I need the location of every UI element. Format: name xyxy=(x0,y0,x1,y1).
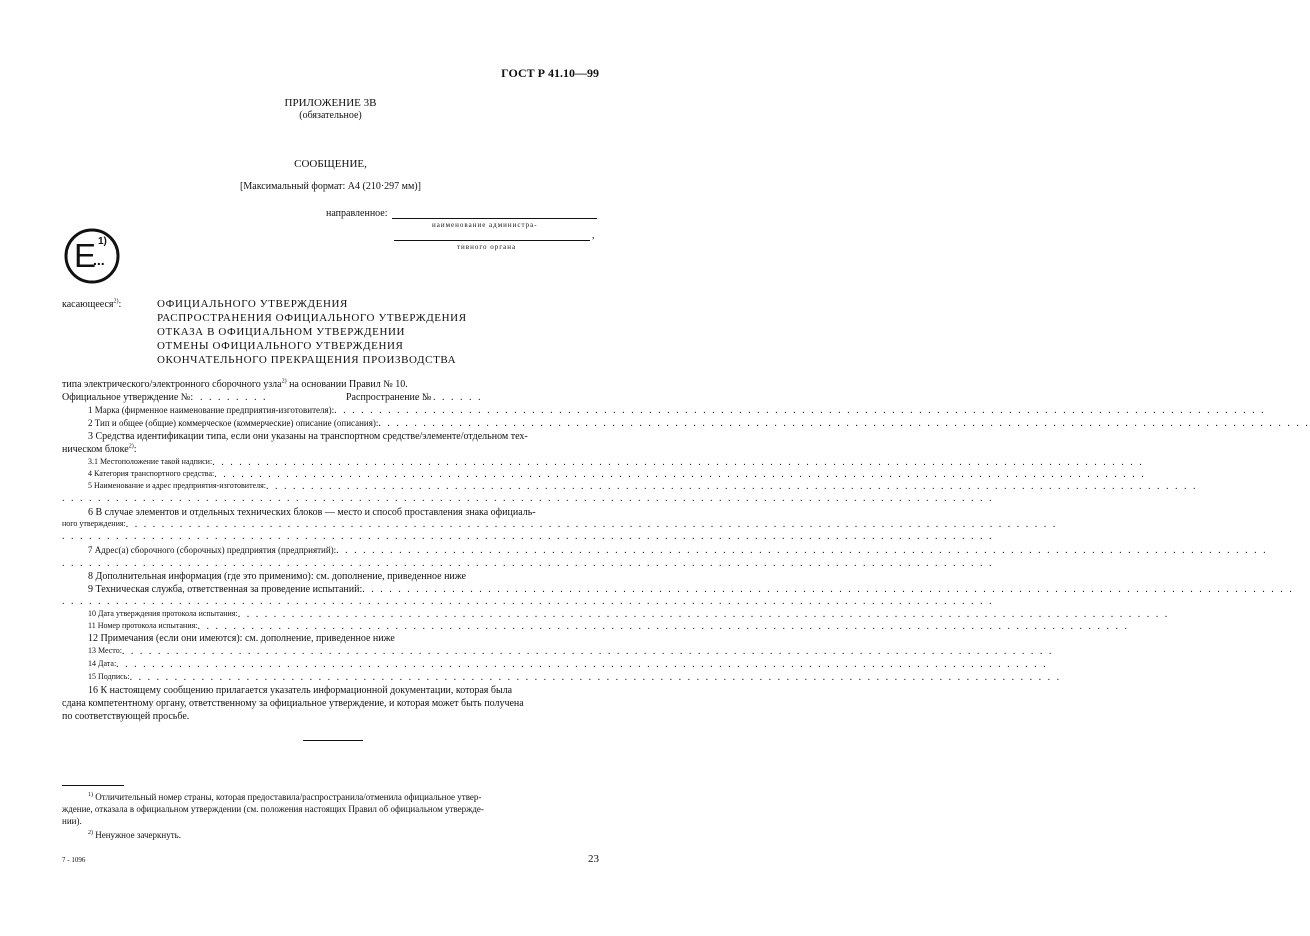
sent-by-caption-2: тивного органа xyxy=(457,243,517,251)
item-3-1-label: 3.1 Местоположение такой надписи: xyxy=(88,457,213,466)
item-3-1 xyxy=(62,457,1144,469)
item-4 xyxy=(62,469,1146,481)
item-10 xyxy=(62,609,1170,621)
concerning-option-3: ОТКАЗА В ОФИЦИАЛЬНОМ УТВЕРЖДЕНИИ xyxy=(157,326,406,338)
concerning-footnote-mark: 2) xyxy=(113,298,119,305)
item-13 xyxy=(62,646,1054,658)
item-14-dots: . . . . . . . . . . . . . . . . . . . . . . . . . . . . . . . . . . . . . . . . . . . . . . . . . . . . . . . . . . . . . . . . . . . . . . . . . . . . . . . . . . . . . . . . . . . . . . . . . . . . . . . . xyxy=(116,659,1048,670)
sent-by-comma: , xyxy=(592,230,595,241)
item-2-label: 2 Тип и общее (общие) коммерческое (коммерческие) описание (описания): xyxy=(88,418,379,428)
message-format: [Максимальный формат: А4 (210·297 мм)] xyxy=(240,181,421,192)
document-code: ГОСТ Р 41.10—99 xyxy=(501,66,599,80)
item-1 xyxy=(62,405,1266,417)
footnote-divider xyxy=(62,785,124,786)
footnote-1-line-2: ждение, отказала в официальном утверждении (см. положения настоящих Правил об официальном утвержде- xyxy=(62,804,484,814)
appendix-title: ПРИЛОЖЕНИЕ 3В xyxy=(284,97,377,109)
extension-number-dots: . . . . . . . . xyxy=(415,392,483,403)
page-number: 23 xyxy=(588,853,599,865)
emark-dots: ... xyxy=(93,252,105,268)
sent-by-caption-1: наименование администра- xyxy=(432,221,538,229)
type-line-post: на основании Правил № 10. xyxy=(286,379,408,390)
concerning-label xyxy=(62,299,121,311)
item-7-continuation-dots: . . . . . . . . . . . . . . . . . . . . . . . . . . . . . . . . . . . . . . . . . . . . . . . . . . . . . . . . . . . . . . . . . . . . . . . . . . . . . . . . . . . . . . . . . . . . . . . . . . . . . . . . xyxy=(62,558,994,569)
item-5-dots: . . . . . . . . . . . . . . . . . . . . . . . . . . . . . . . . . . . . . . . . . . . . . . . . . . . . . . . . . . . . . . . . . . . . . . . . . . . . . . . . . . . . . . . . . . . . . . . . . . . . . . . . xyxy=(266,481,1198,492)
sent-by-label: направленное: xyxy=(326,208,388,219)
type-line-text: типа электрического/электронного сборочного узла xyxy=(62,379,282,390)
sent-by-line xyxy=(392,218,597,219)
type-line xyxy=(62,379,408,391)
item-11-label: 11 Номер протокола испытания: xyxy=(88,621,198,630)
item-3-line-1: 3 Средства идентификации типа, если они указаны на транспортном средстве/элементе/отдельном тех- xyxy=(88,431,528,442)
item-3-mark: 2) xyxy=(128,443,134,450)
item-9 xyxy=(62,584,1294,596)
sent-by-line-2 xyxy=(394,240,590,241)
item-7 xyxy=(62,545,1268,557)
item-9-dots: . . . . . . . . . . . . . . . . . . . . . . . . . . . . . . . . . . . . . . . . . . . . . . . . . . . . . . . . . . . . . . . . . . . . . . . . . . . . . . . . . . . . . . . . . . . . . . . . . . . . . . . . xyxy=(362,584,1294,595)
item-16-line-1: 16 К настоящему сообщению прилагается указатель информационной документации, которая была xyxy=(88,685,513,696)
approval-number-label: Официальное утверждение №: xyxy=(62,392,194,403)
item-14-label: 14 Дата: xyxy=(88,659,117,668)
item-1-label: 1 Марка (фирменное наименование предприятия-изготовителя): xyxy=(88,405,335,415)
concerning-option-4: ОТМЕНЫ ОФИЦИАЛЬНОГО УТВЕРЖДЕНИЯ xyxy=(157,340,404,352)
extension-number-label: Распространение № xyxy=(346,392,432,403)
item-5 xyxy=(62,481,1198,493)
item-9-continuation-dots: . . . . . . . . . . . . . . . . . . . . . . . . . . . . . . . . . . . . . . . . . . . . . . . . . . . . . . . . . . . . . . . . . . . . . . . . . . . . . . . . . . . . . . . . . . . . . . . . . . . . . . . . xyxy=(62,596,994,607)
item-4-dots: . . . . . . . . . . . . . . . . . . . . . . . . . . . . . . . . . . . . . . . . . . . . . . . . . . . . . . . . . . . . . . . . . . . . . . . . . . . . . . . . . . . . . . . . . . . . . . . . . . . . . . . . xyxy=(214,469,1146,480)
item-11 xyxy=(62,621,1130,633)
concerning-option-1: ОФИЦИАЛЬНОГО УТВЕРЖДЕНИЯ xyxy=(157,298,348,310)
item-16-line-2: сдана компетентному органу, ответственному за официальное утверждение, и которая может быть получена xyxy=(62,698,524,709)
item-2 xyxy=(62,418,1310,430)
item-7-label: 7 Адрес(а) сборочного (сборочных) предприятия (предприятий): xyxy=(88,545,337,555)
item-15 xyxy=(62,672,1062,684)
item-3-text: ническом блоке xyxy=(62,444,129,455)
item-16-line-3: по соответствующей просьбе. xyxy=(62,711,190,722)
approval-e-mark xyxy=(64,228,120,284)
message-title: СООБЩЕНИЕ, xyxy=(294,158,367,170)
footnote-1-text: Отличительный номер страны, которая предоставила/распространила/отменила официальное утвер- xyxy=(95,792,482,802)
item-9-label: 9 Техническая служба, ответственная за проведение испытаний: xyxy=(88,584,363,595)
section-divider xyxy=(303,740,363,741)
approval-number-dots: . . . . . . . . xyxy=(200,392,268,403)
concerning-colon: : xyxy=(118,299,122,310)
item-12: 12 Примечания (если они имеются): см. дополнение, приведенное ниже xyxy=(88,633,395,644)
footnote-1-line-1 xyxy=(88,792,481,803)
item-13-label: 13 Место: xyxy=(88,646,122,655)
item-4-label: 4 Категория транспортного средства: xyxy=(88,469,215,478)
item-5-continuation-dots: . . . . . . . . . . . . . . . . . . . . . . . . . . . . . . . . . . . . . . . . . . . . . . . . . . . . . . . . . . . . . . . . . . . . . . . . . . . . . . . . . . . . . . . . . . . . . . . . . . . . . . . . xyxy=(62,493,994,504)
item-6-label: ного утверждения: xyxy=(62,519,126,528)
footnote-1-mark: 1) xyxy=(88,792,93,798)
footnote-2-mark: 2) xyxy=(88,830,93,836)
appendix-status: (обязательное) xyxy=(299,110,362,121)
footnote-1-line-3: нии). xyxy=(62,816,82,826)
item-2-dots: . . . . . . . . . . . . . . . . . . . . . . . . . . . . . . . . . . . . . . . . . . . . . . . . . . . . . . . . . . . . . . . . . . . . . . . . . . . . . . . . . . . . . . . . . . . . . . . . . . . . . . . . xyxy=(378,418,1310,429)
item-6-line-1: 6 В случае элементов и отдельных технических блоков — место и способ проставления знака официаль- xyxy=(88,507,536,518)
type-line-mark: 2) xyxy=(281,378,287,385)
emark-letter: E xyxy=(74,237,97,274)
emark-note: 1) xyxy=(98,236,107,247)
item-7-dots: . . . . . . . . . . . . . . . . . . . . . . . . . . . . . . . . . . . . . . . . . . . . . . . . . . . . . . . . . . . . . . . . . . . . . . . . . . . . . . . . . . . . . . . . . . . . . . . . . . . . . . . . xyxy=(336,545,1268,556)
item-6-line-2 xyxy=(62,519,1058,531)
item-1-dots: . . . . . . . . . . . . . . . . . . . . . . . . . . . . . . . . . . . . . . . . . . . . . . . . . . . . . . . . . . . . . . . . . . . . . . . . . . . . . . . . . . . . . . . . . . . . . . . . . . . . . . . . xyxy=(334,405,1266,416)
item-6-dots: . . . . . . . . . . . . . . . . . . . . . . . . . . . . . . . . . . . . . . . . . . . . . . . . . . . . . . . . . . . . . . . . . . . . . . . . . . . . . . . . . . . . . . . . . . . . . . . . . . . . . . . . xyxy=(125,519,1058,530)
footnote-2 xyxy=(88,830,181,841)
item-13-dots: . . . . . . . . . . . . . . . . . . . . . . . . . . . . . . . . . . . . . . . . . . . . . . . . . . . . . . . . . . . . . . . . . . . . . . . . . . . . . . . . . . . . . . . . . . . . . . . . . . . . . . . . xyxy=(121,646,1054,657)
item-14 xyxy=(62,659,1048,671)
concerning-text: касающееся xyxy=(62,299,114,310)
item-11-dots: . . . . . . . . . . . . . . . . . . . . . . . . . . . . . . . . . . . . . . . . . . . . . . . . . . . . . . . . . . . . . . . . . . . . . . . . . . . . . . . . . . . . . . . . . . . . . . . . . . . . . . . . xyxy=(197,621,1130,632)
item-3-line-2: ническом блоке$^{2)}$: xyxy=(62,443,137,455)
item-8: 8 Дополнительная информация (где это применимо): см. дополнение, приведенное ниже xyxy=(88,571,466,582)
item-15-dots: . . . . . . . . . . . . . . . . . . . . . . . . . . . . . . . . . . . . . . . . . . . . . . . . . . . . . . . . . . . . . . . . . . . . . . . . . . . . . . . . . . . . . . . . . . . . . . . . . . . . . . . . xyxy=(129,672,1062,683)
item-10-label: 10 Дата утверждения протокола испытания: xyxy=(88,609,238,618)
concerning-option-5: ОКОНЧАТЕЛЬНОГО ПРЕКРАЩЕНИЯ ПРОИЗВОДСТВА xyxy=(157,354,457,366)
item-15-label: 15 Подпись: xyxy=(88,672,130,681)
footnote-2-text: Ненужное зачеркнуть. xyxy=(95,830,182,840)
item-3-1-dots: . . . . . . . . . . . . . . . . . . . . . . . . . . . . . . . . . . . . . . . . . . . . . . . . . . . . . . . . . . . . . . . . . . . . . . . . . . . . . . . . . . . . . . . . . . . . . . . . . . . . . . . . xyxy=(212,457,1144,468)
concerning-option-2: РАСПРОСТРАНЕНИЯ ОФИЦИАЛЬНОГО УТВЕРЖДЕНИЯ xyxy=(157,312,467,324)
item-10-dots: . . . . . . . . . . . . . . . . . . . . . . . . . . . . . . . . . . . . . . . . . . . . . . . . . . . . . . . . . . . . . . . . . . . . . . . . . . . . . . . . . . . . . . . . . . . . . . . . . . . . . . . . xyxy=(237,609,1170,620)
print-code: 7 - 1096 xyxy=(62,856,86,864)
item-5-label: 5 Наименование и адрес предприятия-изготовителя: xyxy=(88,481,267,490)
item-6-continuation-dots: . . . . . . . . . . . . . . . . . . . . . . . . . . . . . . . . . . . . . . . . . . . . . . . . . . . . . . . . . . . . . . . . . . . . . . . . . . . . . . . . . . . . . . . . . . . . . . . . . . . . . . . . xyxy=(62,531,994,542)
